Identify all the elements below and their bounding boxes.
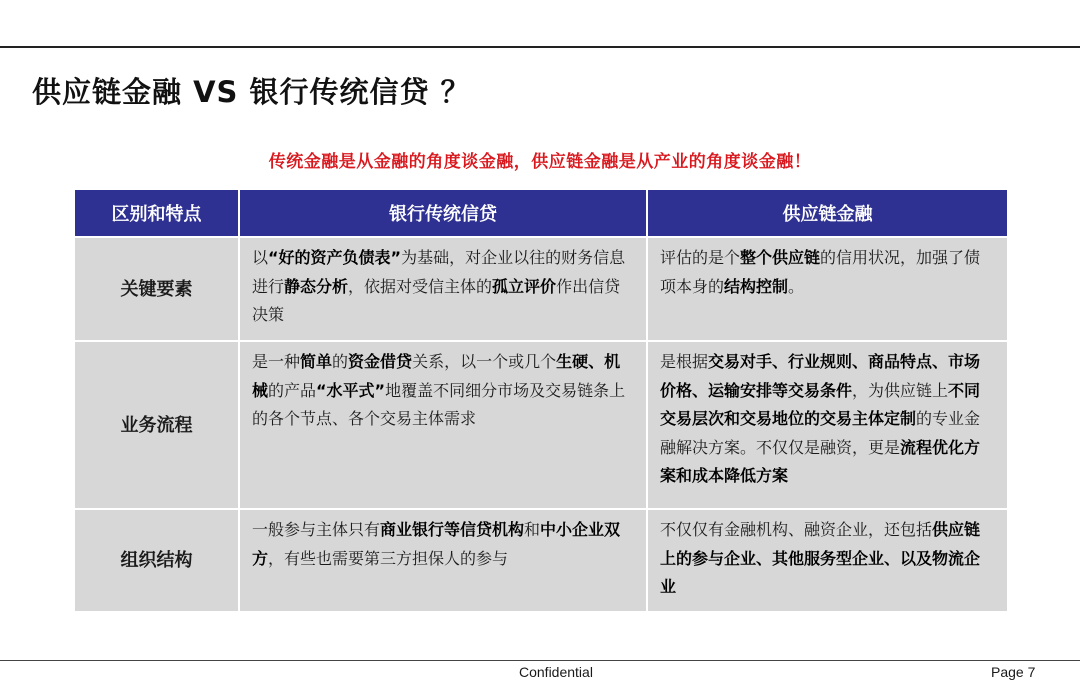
bold-text: “好的资产负债表”: [268, 248, 402, 267]
text: 关系，以一个或几个: [412, 352, 557, 371]
text: ，有些也需要第三方担保人的参与: [268, 548, 509, 568]
header-supply-chain-finance: 供应链金融: [647, 189, 1008, 237]
text: 为基础，对企业以往的财务信息进行: [252, 248, 626, 296]
text: 是一种: [252, 352, 301, 371]
bold-text: 孤立评价: [492, 276, 557, 296]
confidential-label: Confidential: [519, 664, 593, 680]
text: 的产品: [268, 380, 317, 400]
bold-text: 生硬、机械: [252, 352, 621, 400]
bold-text: “水平式”: [316, 380, 386, 400]
table-header-row: [74, 189, 1008, 237]
bold-text: 简单: [300, 352, 333, 371]
text: 以: [252, 248, 269, 267]
header-feature: 区别和特点: [74, 189, 239, 237]
text: 是根据: [660, 352, 709, 371]
page-number: Page 7: [991, 664, 1036, 680]
text: 作出信贷决策: [252, 276, 621, 324]
bold-text: 静态分析: [284, 276, 349, 296]
bold-text: 供应链上的参与企业、其他服务型企业、以及物流企业: [660, 520, 981, 596]
scf-cell: [647, 509, 1008, 612]
slide-title: 供应链金融 VS 银行传统信贷 ？: [32, 75, 471, 109]
text: 的: [332, 352, 349, 371]
slide-subtitle: 传统金融是从金融的角度谈金融，供应链金融是从产业的角度谈金融！: [268, 152, 812, 172]
table-row: [74, 509, 1008, 612]
table-row: [74, 341, 1008, 509]
bank-cell: [239, 509, 647, 612]
header-bank-credit: 银行传统信贷: [239, 189, 647, 237]
bold-text: 中小企业双方: [252, 520, 621, 568]
text: ，依据对受信主体的: [348, 276, 493, 296]
comparison-table: [73, 188, 1009, 613]
footer-rule: [0, 660, 1080, 661]
bold-text: 商业银行等信贷机构: [380, 520, 525, 539]
text: 一般参与主体只有: [252, 520, 381, 539]
text: 和: [524, 520, 541, 539]
text: ，为供应链上: [852, 380, 949, 400]
text: 评估的是个: [660, 248, 741, 267]
bold-text: 交易对手、行业规则、商品特点、市场价格、运输安排等交易条件: [660, 352, 981, 400]
text: 。: [788, 276, 805, 296]
bank-cell: [239, 237, 647, 341]
text: 的信用状况，加强了债项本身的: [660, 248, 981, 296]
text: 的专业金融解决方案。不仅仅是融资，更是: [660, 409, 981, 457]
bold-text: 整个供应链: [740, 248, 821, 267]
bold-text: 不同交易层次和交易地位的交易主体定制: [660, 380, 981, 428]
row-label: 业务流程: [74, 341, 239, 509]
table-row: [74, 237, 1008, 341]
bold-text: 结构控制: [724, 276, 789, 296]
row-label: 关键要素: [74, 237, 239, 341]
text: 地覆盖不同细分市场及交易链条上的各个节点、各个交易主体需求: [252, 380, 626, 428]
bold-text: 资金借贷: [348, 352, 413, 371]
scf-cell: [647, 237, 1008, 341]
bank-cell: [239, 341, 647, 509]
bold-text: 流程优化方案和成本降低方案: [660, 437, 981, 485]
top-rule: [0, 46, 1080, 48]
scf-cell: [647, 341, 1008, 509]
text: 不仅仅有金融机构、融资企业，还包括: [660, 520, 933, 539]
row-label: 组织结构: [74, 509, 239, 612]
